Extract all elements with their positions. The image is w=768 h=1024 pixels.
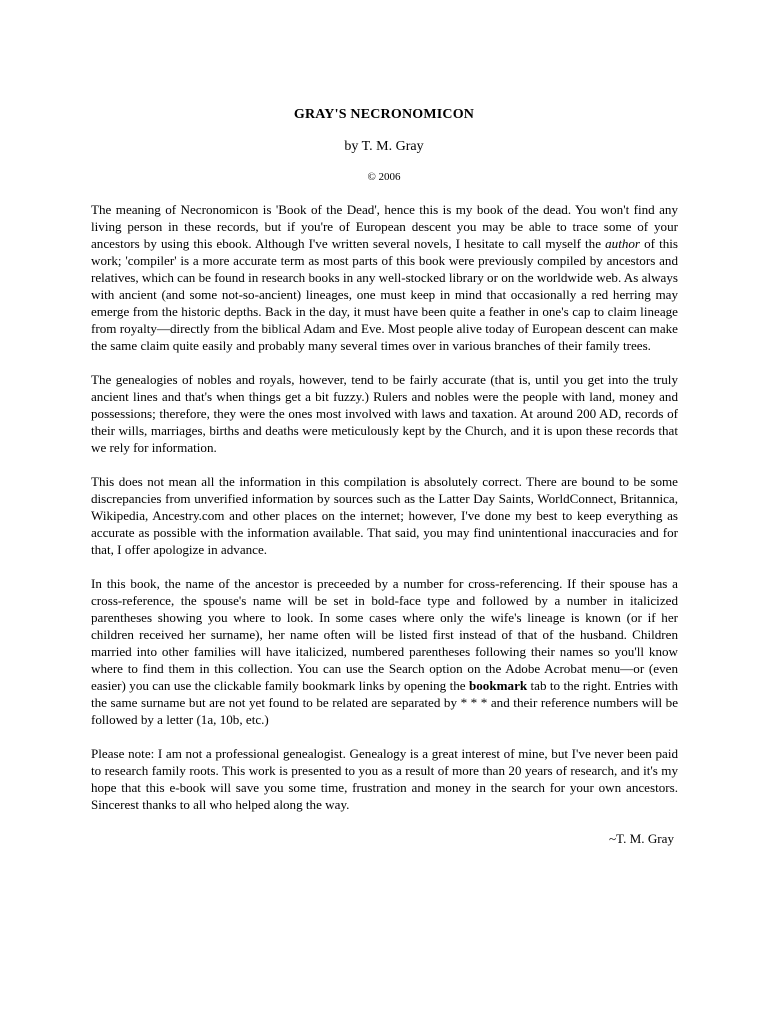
bold-word: bookmark — [468, 678, 528, 693]
document-title: GRAY'S NECRONOMICON — [293, 107, 475, 122]
paragraph-how-to-use — [91, 575, 678, 728]
copyright-notice: © 2006 — [367, 171, 401, 183]
paragraph-text: of this work; 'compiler' is a more accurate term as most parts of this book were previously compiled by ancestors and relatives, which can be found in research books in any well-stocked library or on the worldwide web. As always with ancient (and some not-so-ancient) lineages, one must keep in mind that occasionally a red herring may emerge from the historic depths. Back in the day, it must have been quite a feather in one's cap to claim lineage from royalty—directly from the biblical Adam and Eve. Most people alive today of European descent can make the same claim quite easily and probably many several times over in various branches of their family trees. — [91, 236, 679, 353]
italic-word: author — [605, 236, 641, 251]
author-byline: by T. M. Gray — [344, 139, 424, 154]
signature: ~T. M. Gray — [608, 831, 674, 846]
paragraph-genealogies: The genealogies of nobles and royals, however, tend to be fairly accurate (that is, until you get into the truly ancient lines and that's when things get a bit fuzzy.) Rulers and nobles were the people with land, money and possessions; therefore, they were the ones most involved with laws and taxation. At around 200 AD, records of their wills, marriages, births and deaths were meticulously kept by the Church, and it is upon these records that we rely for information. — [91, 372, 678, 455]
paragraph-text: In this book, the name of the ancestor is preceeded by a number for cross-referencing. If their spouse has a cross-reference, the spouse's name will be set in bold-face type and followed by a number in italicized parentheses showing you where to look. In some cases where only the wife's lineage is known (or if her children received her surname), her name often will be listed first instead of that of the husband. Children married into other families will have italicized, numbered parentheses following their names so you'll know where to find them in this collection. You can use the Search option on the Adobe Acrobat menu—or (even easier) you can use the clickable family bookmark links by opening the — [91, 576, 678, 693]
paragraph-accuracy: This does not mean all the information in this compilation is absolutely correct. There are bound to be some discrepancies from unverified information by sources such as the Latter Day Saints, WorldConnect, Britannica, Wikipedia, Ancestry.com and other places on the internet; however, I've done my best to keep everything as accurate as possible with the information available. That said, you may find unintentional inaccuracies and for that, I offer apologize in advance. — [91, 474, 678, 557]
paragraph-note: Please note: I am not a professional genealogist. Genealogy is a great interest of mine, but I've never been paid to research family roots. This work is presented to you as a result of more than 20 years of research, and it's my hope that this e-book will save you some time, frustration and money in the search for your own ancestors. Sincerest thanks to all who helped along the way. — [91, 746, 678, 812]
paragraph-introduction — [91, 201, 678, 354]
paragraph-text: The meaning of Necronomicon is 'Book of the Dead', hence this is my book of the dead. You won't find any living person in these records, but if you're of European descent you may be able to trace some of your ancestors by using this ebook. Although I've written several novels, I hesitate to call myself the — [91, 202, 678, 251]
document-body — [91, 201, 678, 847]
paragraph-text: tab to the right. Entries with the same surname but are not yet found to be related are separated by * * * and their reference numbers will be followed by a letter (1a, 10b, etc.) — [91, 678, 678, 727]
